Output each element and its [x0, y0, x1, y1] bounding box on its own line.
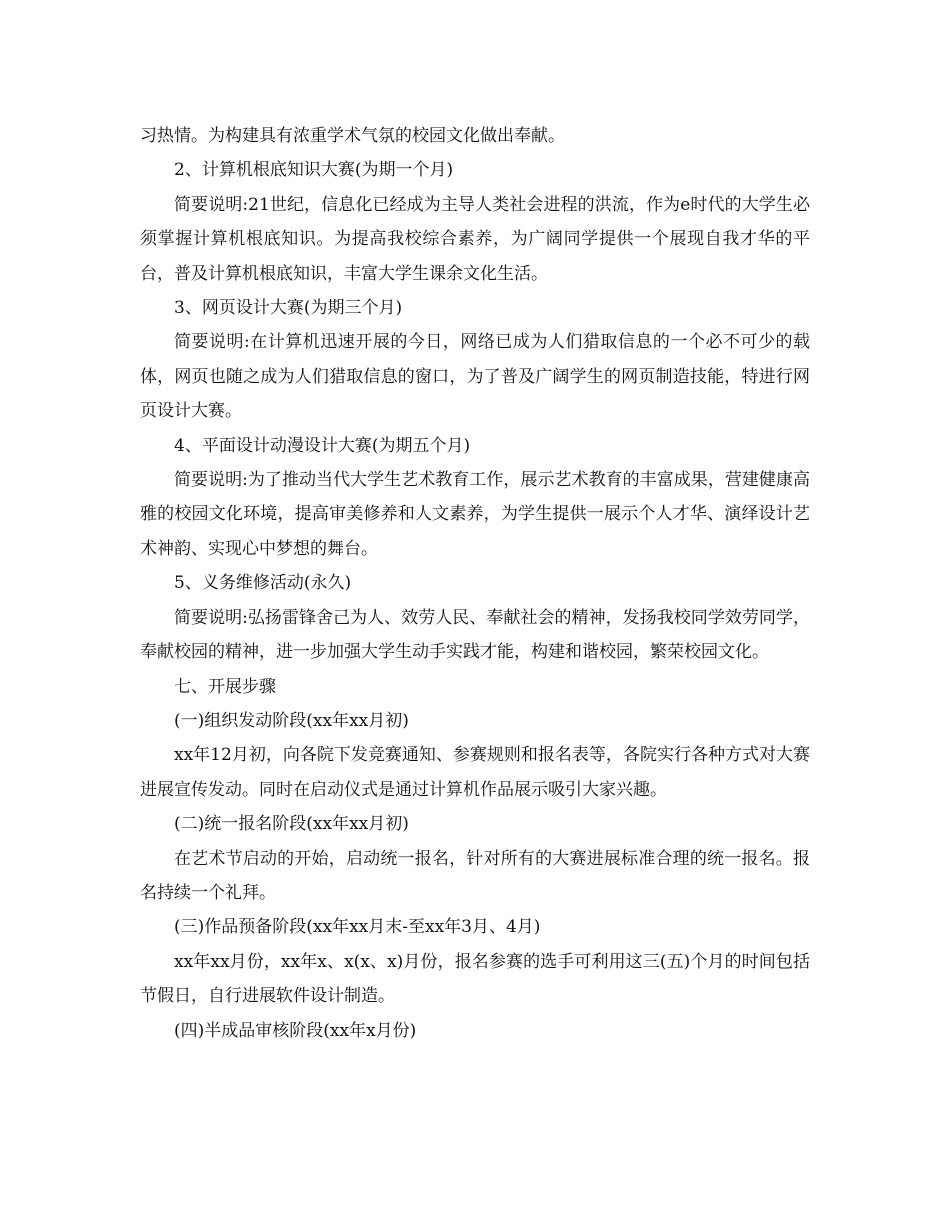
- subheading-preparation-stage: (三)作品预备阶段(xx年xx月末-至xx年3月、4月): [174, 917, 541, 938]
- paragraph-preparation-description: xx年xx月份，xx年x、x(x、x)月份，报名参赛的选手可利用这三(五)个月的时间包括节假日，自行进展软件设计制造。: [140, 951, 810, 1007]
- document-body: [140, 119, 810, 1048]
- section-heading-computer-basics-contest: 2、计算机根底知识大赛(为期一个月): [174, 160, 454, 181]
- subheading-mobilization-stage: (一)组织发动阶段(xx年xx月初): [174, 710, 409, 731]
- paragraph-graphic-animation-description: 简要说明:为了推动当代大学生艺术教育工作，展示艺术教育的丰富成果，营建健康高雅的校园文化环境，提高审美修养和人文素养，为学生提供一展示个人才华、演绎设计艺术神韵、实现心中梦想的舞台。: [140, 470, 810, 559]
- paragraph-continuation: 习热情。为构建具有浓重学术气氛的校园文化做出奉献。: [140, 126, 565, 146]
- subheading-registration-stage: (二)统一报名阶段(xx年xx月初): [174, 814, 409, 835]
- paragraph-registration-description: 在艺术节启动的开始，启动统一报名，针对所有的大赛进展标准合理的统一报名。报名持续一个礼拜。: [140, 848, 810, 903]
- section-heading-graphic-animation-contest: 4、平面设计动漫设计大赛(为期五个月): [174, 435, 471, 456]
- subheading-review-stage: (四)半成品审核阶段(xx年x月份): [174, 1020, 417, 1041]
- section-heading-volunteer-repair: 5、义务维修活动(永久): [174, 573, 352, 594]
- paragraph-web-design-description: 简要说明:在计算机迅速开展的今日，网络已成为人们猎取信息的一个必不可少的载体，网页也随之成为人们猎取信息的窗口，为了普及广阔学生的网页制造技能，特进行网页设计大赛。: [140, 332, 810, 422]
- section-heading-web-design-contest: 3、网页设计大赛(为期三个月): [174, 298, 403, 319]
- paragraph-volunteer-repair-description: 简要说明:弘扬雷锋舍己为人、效劳人民、奉献社会的精神，发扬我校同学效劳同学，奉献校园的精神，进一步加强大学生动手实践才能，构建和谐校园，繁荣校园文化。: [140, 607, 810, 663]
- paragraph-computer-basics-description: 简要说明:21世纪，信息化已经成为主导人类社会进程的洪流，作为e时代的大学生必须掌握计算机根底知识。为提高我校综合素养，为广阔同学提供一个展现自我才华的平台，普及计算机根底知识，丰富大学生课余文化生活。: [140, 194, 810, 284]
- paragraph-mobilization-description: xx年12月初，向各院下发竞赛通知、参赛规则和报名表等，各院实行各种方式对大赛进展宣传发动。同时在启动仪式是通过计算机作品展示吸引大家兴趣。: [140, 745, 810, 800]
- section-heading-steps: 七、开展步骤: [174, 676, 276, 697]
